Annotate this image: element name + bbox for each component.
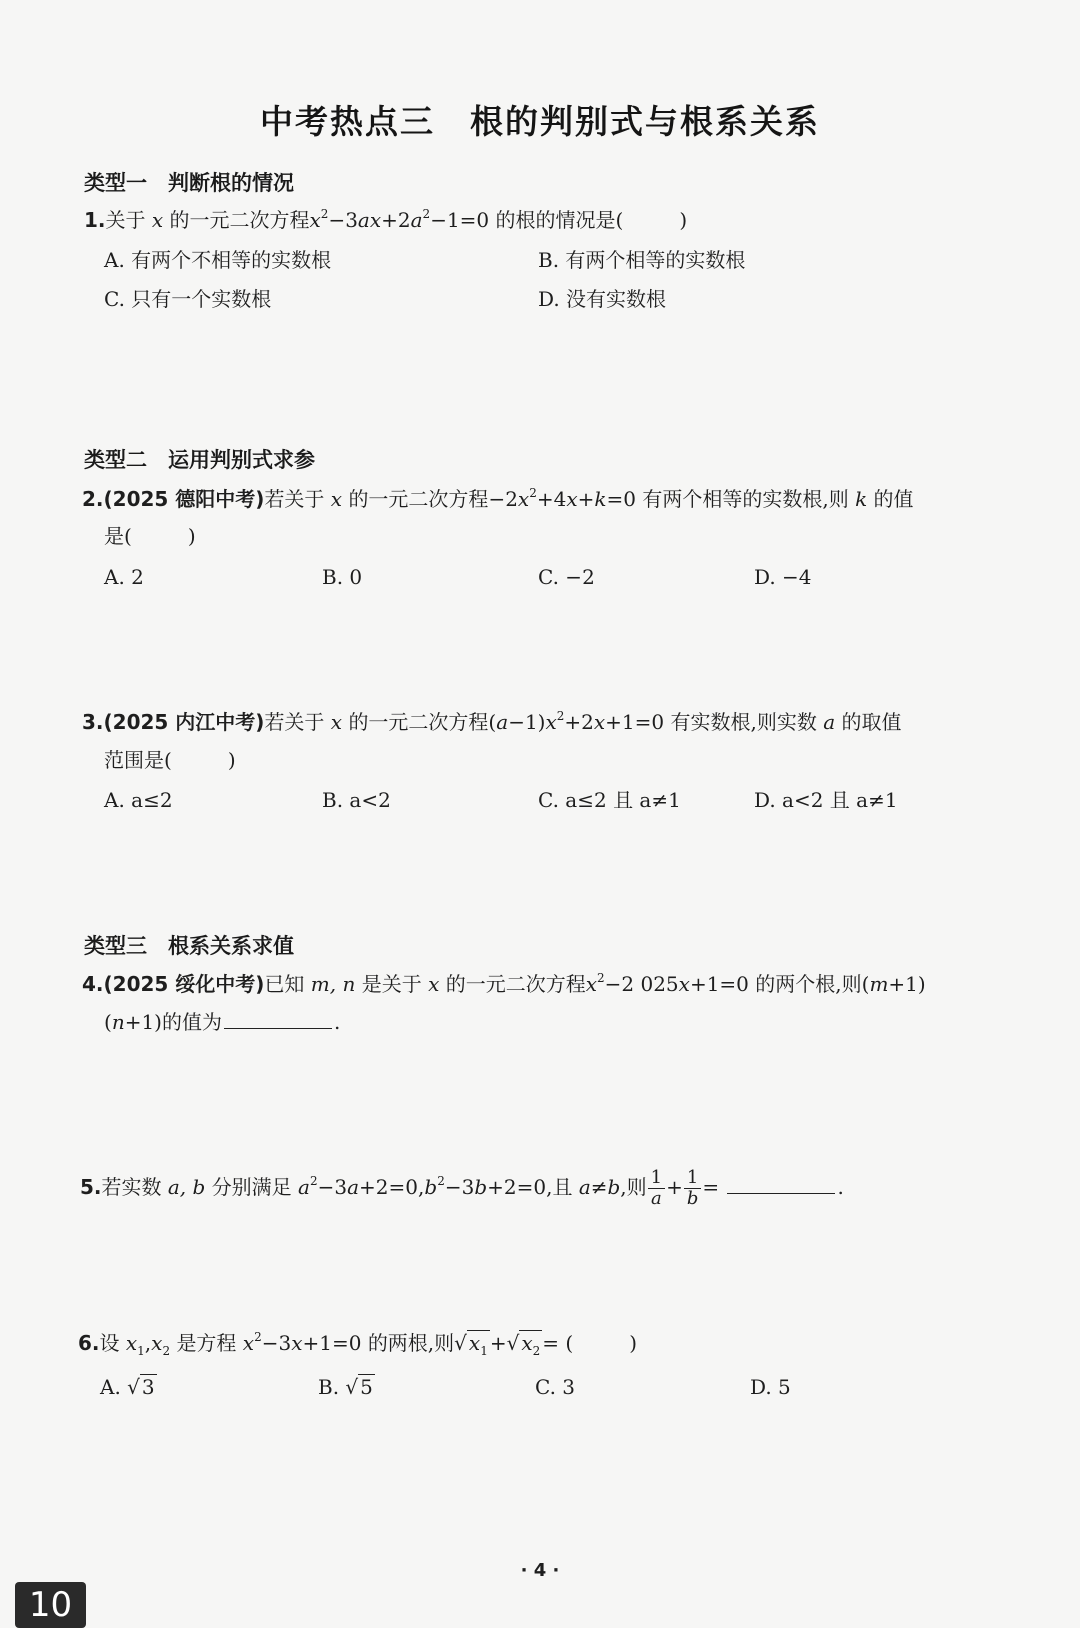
sqrt-x1: √ $x_1$ bbox=[454, 1331, 488, 1358]
question-3-continued: 范围是( ) bbox=[104, 748, 236, 772]
question-1: 1.关于 x 的一元二次方程$x^2-3ax+2a^2-1=0$ 的根的情况是( ) bbox=[84, 207, 688, 232]
question-number: 1. bbox=[84, 208, 106, 232]
question-source: (2025 绥化中考) bbox=[103, 972, 265, 996]
sqrt-x2: √ $x_2$ bbox=[506, 1331, 541, 1358]
option-1d: D. 没有实数根 bbox=[538, 287, 667, 311]
question-4: 4.(2025 绥化中考)已知 m, n 是关于 x 的一元二次方程$x^2-2$ 025x+1=0 的两个根,则(m+1) bbox=[82, 971, 926, 996]
section-heading-type-1: 类型一 判断根的情况 bbox=[84, 171, 294, 195]
answer-blank[interactable] bbox=[224, 1008, 332, 1029]
option-2c: C. −2 bbox=[538, 565, 595, 589]
option-3c: C. a≤2 且 a≠1 bbox=[538, 788, 681, 812]
option-1b: B. 有两个相等的实数根 bbox=[538, 248, 746, 272]
option-3d: D. a<2 且 a≠1 bbox=[754, 788, 898, 812]
page-number: · 4 · bbox=[520, 1560, 560, 1581]
page-index-badge: 10 bbox=[15, 1582, 86, 1628]
option-2a: A. 2 bbox=[104, 565, 144, 589]
question-3: 3.(2025 内江中考)若关于 x 的一元二次方程$(a-1)x^2+2x+1=0$ 有实数根,则实数 a 的取值 bbox=[82, 709, 902, 734]
option-2b: B. 0 bbox=[322, 565, 363, 589]
question-4-continued: (n+1)的值为 . bbox=[104, 1010, 341, 1034]
option-6a: A. √ 3 bbox=[100, 1375, 155, 1399]
option-3a: A. a≤2 bbox=[104, 788, 173, 812]
option-6b: B. √ 5 bbox=[318, 1375, 373, 1399]
option-3b: B. a<2 bbox=[322, 788, 391, 812]
answer-blank[interactable] bbox=[727, 1173, 835, 1194]
question-5: 5.若实数 a, b 分别满足 $a^2-3a+2=0,b^2-3b+2=0$,且 a≠b,则 $\frac{1}{a}$ + $\frac{1}{b}$ = . bbox=[80, 1167, 844, 1209]
question-source: (2025 内江中考) bbox=[103, 710, 265, 734]
question-2: 2.(2025 德阳中考)若关于 x 的一元二次方程$-2x^2+4x+k=0$ 有两个相等的实数根,则 k 的值 bbox=[82, 486, 914, 511]
question-source: (2025 德阳中考) bbox=[103, 487, 265, 511]
fraction-1-over-a: $\frac{1}{a}$ bbox=[648, 1168, 665, 1209]
question-6: 6.设 $x_1,x_2$ 是方程 $x^2-3x+1=0$ 的两根,则√ $x_1$ +√ $x_2$ = ( ) bbox=[78, 1330, 638, 1358]
section-heading-type-2: 类型二 运用判别式求参 bbox=[84, 448, 315, 472]
question-2-continued: 是( ) bbox=[104, 524, 196, 548]
section-heading-type-3: 类型三 根系关系求值 bbox=[84, 934, 294, 958]
option-6c: C. 3 bbox=[535, 1375, 576, 1399]
option-2d: D. −4 bbox=[754, 565, 812, 589]
option-6d: D. 5 bbox=[750, 1375, 791, 1399]
fraction-1-over-b: $\frac{1}{b}$ bbox=[684, 1168, 701, 1209]
page-title: 中考热点三 根的判别式与根系关系 bbox=[260, 102, 820, 141]
option-1a: A. 有两个不相等的实数根 bbox=[104, 248, 332, 272]
option-1c: C. 只有一个实数根 bbox=[104, 287, 272, 311]
